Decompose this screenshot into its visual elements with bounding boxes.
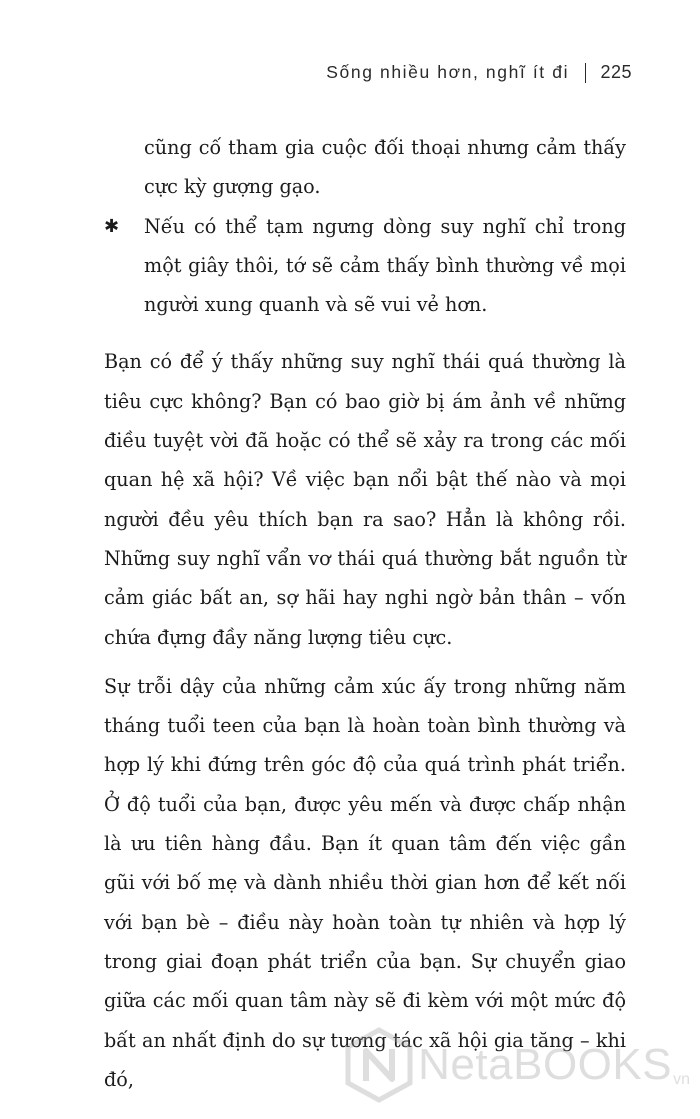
continued-bullet-text: cũng cố tham gia cuộc đối thoại nhưng cảm thấy cực kỳ gượng gạo. <box>144 136 626 199</box>
page-number: 225 <box>600 62 632 82</box>
watermark-suffix: vn <box>673 1071 690 1088</box>
watermark-brand: NetaBOOKS <box>418 1040 673 1089</box>
header-separator <box>585 63 586 83</box>
paragraph-1: Bạn có để ý thấy những suy nghĩ thái quá thường là tiêu cực không? Bạn có bao giờ bị ám ảnh về những điều tuyệt vời đã hoặc có thể sẽ xảy ra trong các mối quan hệ xã hội? Về việc bạn nổi bật thế nào và mọi người đều yêu thích bạn ra sao? Hẳn là không rồi. Những suy nghĩ vẩn vơ thái quá thường bắt nguồn từ cảm giác bất an, sợ hãi hay nghi ngờ bản thân – vốn chứa đựng đầy năng lượng tiêu cực. <box>104 350 626 649</box>
running-title: Sống nhiều hơn, nghĩ ít đi <box>326 62 570 82</box>
paragraph-2: Sự trỗi dậy của những cảm xúc ấy trong những năm tháng tuổi teen của bạn là hoàn toàn bình thường và hợp lý khi đứng trên góc độ của quá trình phát triển. Ở độ tuổi của bạn, được yêu mến và được chấp nhận là ưu tiên hàng đầu. Bạn ít quan tâm đến việc gần gũi với bố mẹ và dành nhiều thời gian hơn để kết nối với bạn bè – điều này hoàn toàn tự nhiên và hợp lý trong giai đoạn phát triển của bạn. Sự chuyển giao giữa các mối quan tâm này sẽ đi kèm với một mức độ bất an nhất định do sự tương tác xã hội gia tăng – khi đó, <box>104 674 626 1091</box>
bullet-text: Nếu có thể tạm ngưng dòng suy nghĩ chỉ trong một giây thôi, tớ sẽ cảm thấy bình thường về mọi người xung quanh và sẽ vui vẻ hơn. <box>144 214 626 317</box>
watermark <box>344 1027 690 1103</box>
bullet-item <box>104 207 626 325</box>
running-header <box>326 62 632 83</box>
asterisk-bullet-icon: ✱ <box>104 215 120 237</box>
netabooks-logo-icon <box>344 1027 414 1103</box>
page-body <box>104 128 626 1099</box>
